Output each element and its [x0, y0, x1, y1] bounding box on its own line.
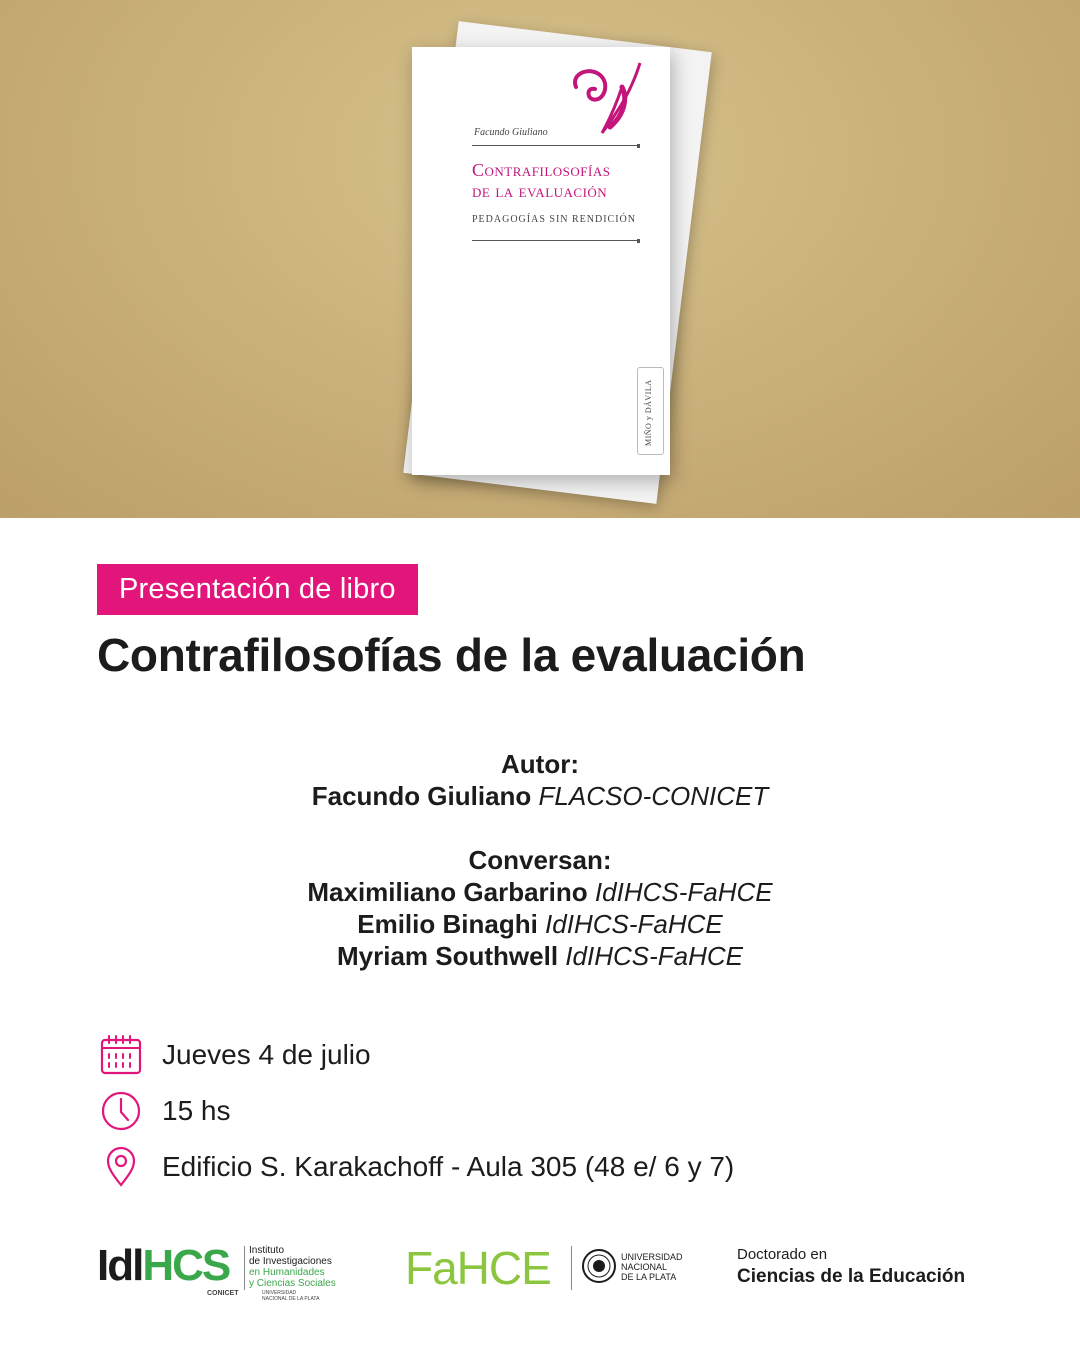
doctorado-line1: Doctorado en — [737, 1246, 828, 1263]
author-name: Facundo Giuliano — [311, 781, 532, 811]
book-rule-top — [472, 145, 638, 146]
event-time-row — [100, 1091, 231, 1131]
author-affiliation: FLACSO-CONICET — [538, 781, 769, 811]
fahce-logo — [405, 1240, 685, 1300]
book-publisher-logo — [637, 367, 664, 455]
book-author: Facundo Giuliano — [474, 127, 548, 138]
panelist-name: Maximiliano Garbarino — [307, 877, 588, 907]
panelist-name: Myriam Southwell — [337, 941, 559, 971]
panelist-affiliation: IdIHCS-FaHCE — [545, 909, 723, 939]
panelist-name: Emilio Binaghi — [357, 909, 538, 939]
event-title: Contrafilosofías de la evaluación — [97, 629, 806, 681]
doctorado-line2: Ciencias de la Educación — [737, 1266, 966, 1287]
book-subtitle: PEDAGOGÍAS SIN RENDICIÓN — [472, 214, 636, 225]
panelist-line — [0, 876, 1080, 908]
panel-label: Conversan: — [468, 845, 612, 875]
spacer — [0, 812, 1080, 844]
fahce-wordmark: FaHCE — [405, 1242, 551, 1294]
book-rule-bottom — [472, 240, 638, 241]
book-title-line1: Contrafilosofías — [472, 160, 611, 180]
panelist-line — [0, 908, 1080, 940]
conicet-label: CONICET — [207, 1290, 239, 1297]
event-type-badge: Presentación de libro — [97, 564, 418, 615]
clock-icon — [100, 1090, 142, 1132]
event-place-row — [100, 1147, 734, 1187]
author-line — [0, 780, 1080, 812]
divider — [571, 1246, 572, 1290]
event-time: 15 hs — [162, 1095, 231, 1126]
book-title — [472, 160, 662, 202]
book-cover — [412, 47, 670, 475]
unlp-small-label: UNIVERSIDAD NACIONAL DE LA PLATA — [262, 1290, 320, 1302]
event-date-row — [100, 1035, 371, 1075]
panelist-affiliation: IdIHCS-FaHCE — [594, 877, 773, 907]
event-place: Edificio S. Karakachoff - Aula 305 (48 e/ 6 y 7) — [162, 1151, 735, 1182]
idihcs-fullname: Instituto de Investigaciones en Humanidades y Ciencias Sociales — [249, 1245, 336, 1289]
idihcs-wordmark: IdlHCS — [97, 1241, 230, 1290]
panelist-line — [0, 940, 1080, 972]
unlp-seal-icon — [581, 1248, 617, 1284]
unlp-label: UNIVERSIDAD NACIONAL DE LA PLATA — [621, 1252, 683, 1282]
event-date: Jueves 4 de julio — [162, 1039, 371, 1070]
panelist-affiliation: IdIHCS-FaHCE — [565, 941, 743, 971]
calendar-icon — [100, 1034, 142, 1076]
book-title-line2: de la evaluación — [472, 181, 608, 201]
hero-banner — [0, 0, 1080, 518]
author-label: Autor: — [501, 749, 579, 779]
participants-block — [0, 748, 1080, 972]
ornament-icon — [562, 59, 647, 139]
location-pin-icon — [100, 1146, 142, 1188]
idihcs-logo — [97, 1240, 357, 1310]
divider — [244, 1246, 245, 1290]
book-publisher-label: MIÑO y DÁVILA — [644, 379, 653, 446]
doctorado-logo — [737, 1246, 965, 1288]
